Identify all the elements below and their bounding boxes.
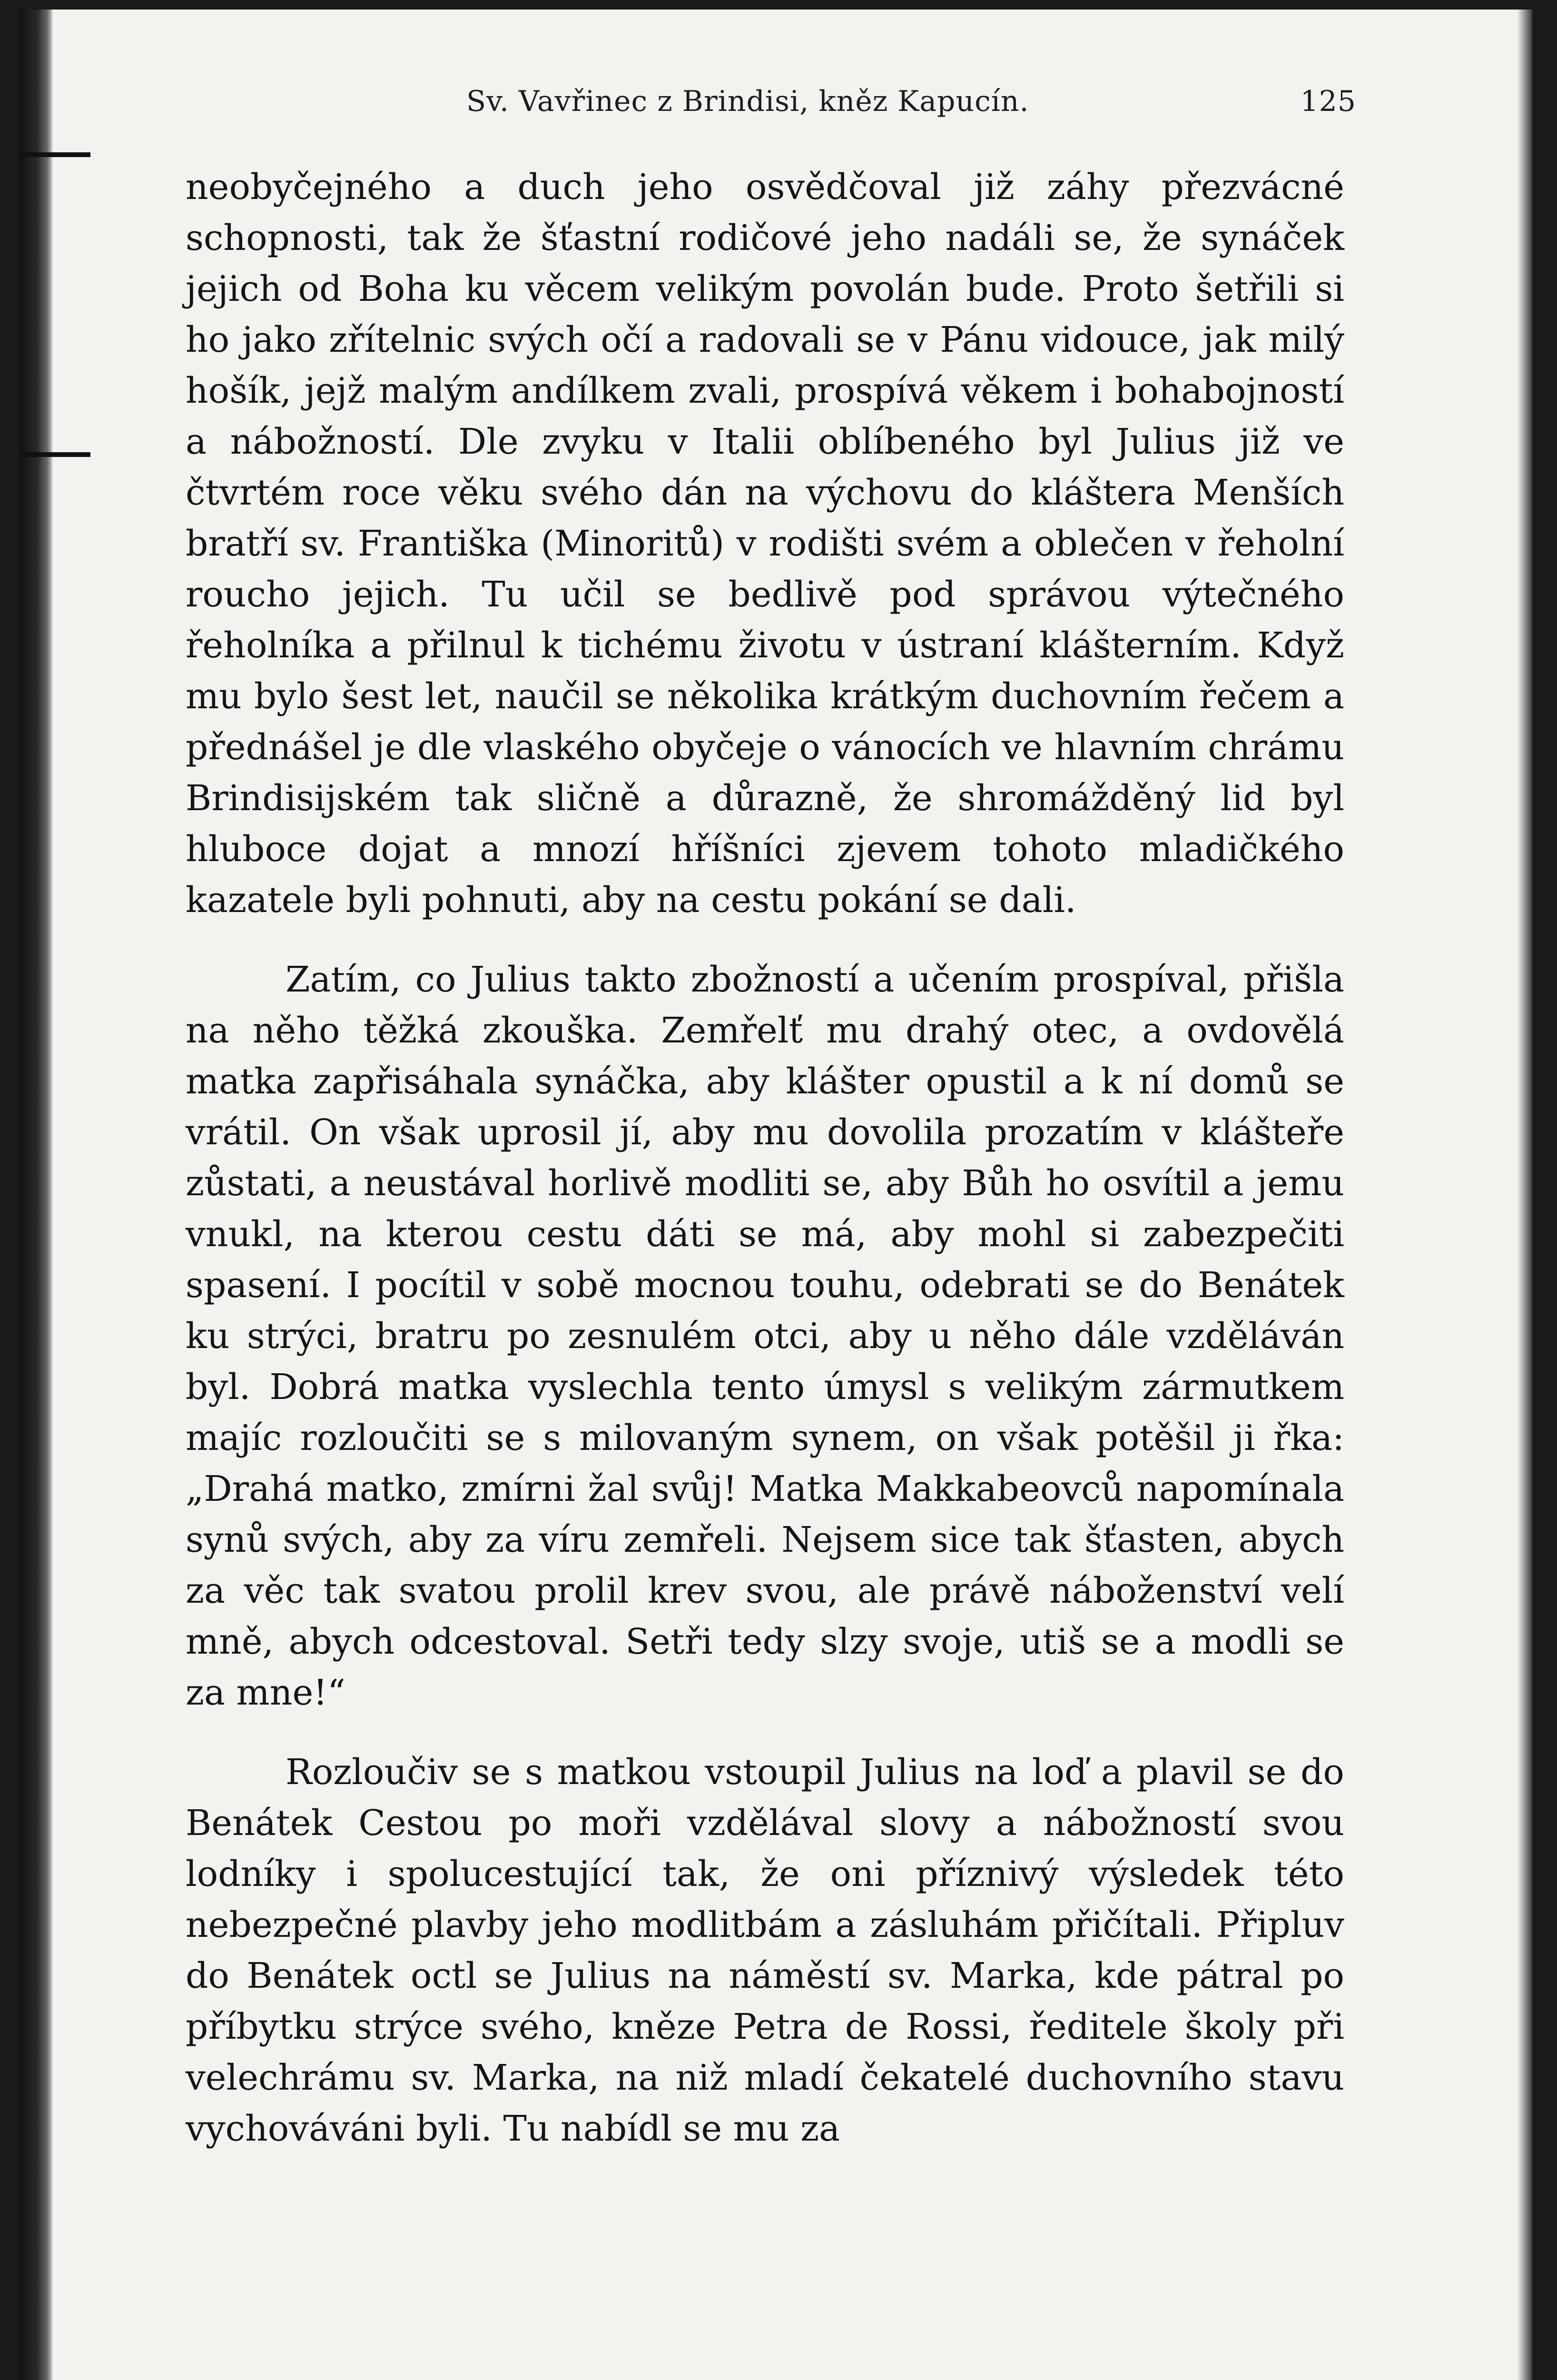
paragraph-continued: neobyčejného a duch jeho osvědčoval již záhy přezvácné schopnosti, tak že šťastní rodičové jeho nadáli se, že synáček jejich od Boha ku věcem velikým povolán bude. Proto šetřili si ho jako zřítelnic svých očí a radovali se v Pánu vidouce, jak milý hošík, jejž malým andílkem zvali, prospívá věkem i bohabojností a nábožností. Dle zvyku v Italii oblíbeného byl Julius již ve čtvrtém roce věku svého dán na výchovu do kláštera Menších bratří sv. Františka (Minoritů) v rodišti svém a oblečen v řeholní roucho jejich. Tu učil se bedlivě pod správou výtečného řeholníka a přilnul k tichému životu v ústraní klášterním. Když mu bylo šest let, naučil se několika krátkým duchovním řečem a přednášel je dle vlaského obyčeje o vánocích ve hlavním chrámu Brindisijském tak sličně a důrazně, že shromážděný lid byl hluboce dojat a mnozí hříšníci zjevem tohoto mladičkého kazatele byli pohnuti, aby na cestu pokání se dali. — [186, 167, 1344, 921]
binding-edge — [19, 10, 52, 2380]
binding-mark — [19, 452, 90, 457]
binding-mark — [19, 152, 90, 157]
page-header — [466, 85, 1356, 132]
paragraph: Zatím, co Julius takto zbožností a učením prospíval, přišla na něho těžká zkouška. Zemřelť mu drahý otec, a ovdovělá matka zapřisáhala synáčka, aby klášter opustil a k ní domů se vrátil. On však uprosil jí, aby mu dovolila prozatím v klášteře zůstati, a neustával horlivě modliti se, aby Bůh ho osvítil a jemu vnukl, na kterou cestu dáti se má, aby mohl si zabezpečiti spasení. I pocítil v sobě mocnou touhu, odebrati se do Benátek ku strýci, bratru po zesnulém otci, aby u něho dále vzděláván byl. Dobrá matka vyslechla tento úmysl s velikým zármutkem majíc rozloučiti se s milovaným synem, on však potěšil ji řka: „Drahá matko, zmírni žal svůj! Matka Makkabeovců napomínala synů svých, aby za víru zemřeli. Nejsem sice tak šťasten, abych za věc tak svatou prolil krev svou, ale právě náboženství velí mně, abych odcestoval. Setři tedy slzy svoje, utiš se a modli se za mne!“ — [186, 959, 1344, 1713]
page-number: 125 — [1300, 85, 1356, 118]
page-right-edge — [1518, 10, 1532, 2380]
body-text — [186, 162, 1344, 2154]
paragraph: Rozloučiv se s matkou vstoupil Julius na loď a plavil se do Benátek Cestou po moři vzdělával slovy a nábožností svou lodníky i spolucestující tak, že oni příznivý výsledek této nebezpečné plavby jeho modlitbám a zásluhám přičítali. Připluv do Benátek octl se Julius na náměstí sv. Marka, kde pátral po příbytku strýce svého, kněze Petra de Rossi, ředitele školy při velechrámu sv. Marka, na niž mladí čekatelé duchovního stavu vychováváni byli. Tu nabídl se mu za — [186, 1752, 1344, 2149]
book-page — [19, 10, 1532, 2380]
running-title: Sv. Vavřinec z Brindisi, kněz Kapucín. — [466, 85, 1029, 118]
